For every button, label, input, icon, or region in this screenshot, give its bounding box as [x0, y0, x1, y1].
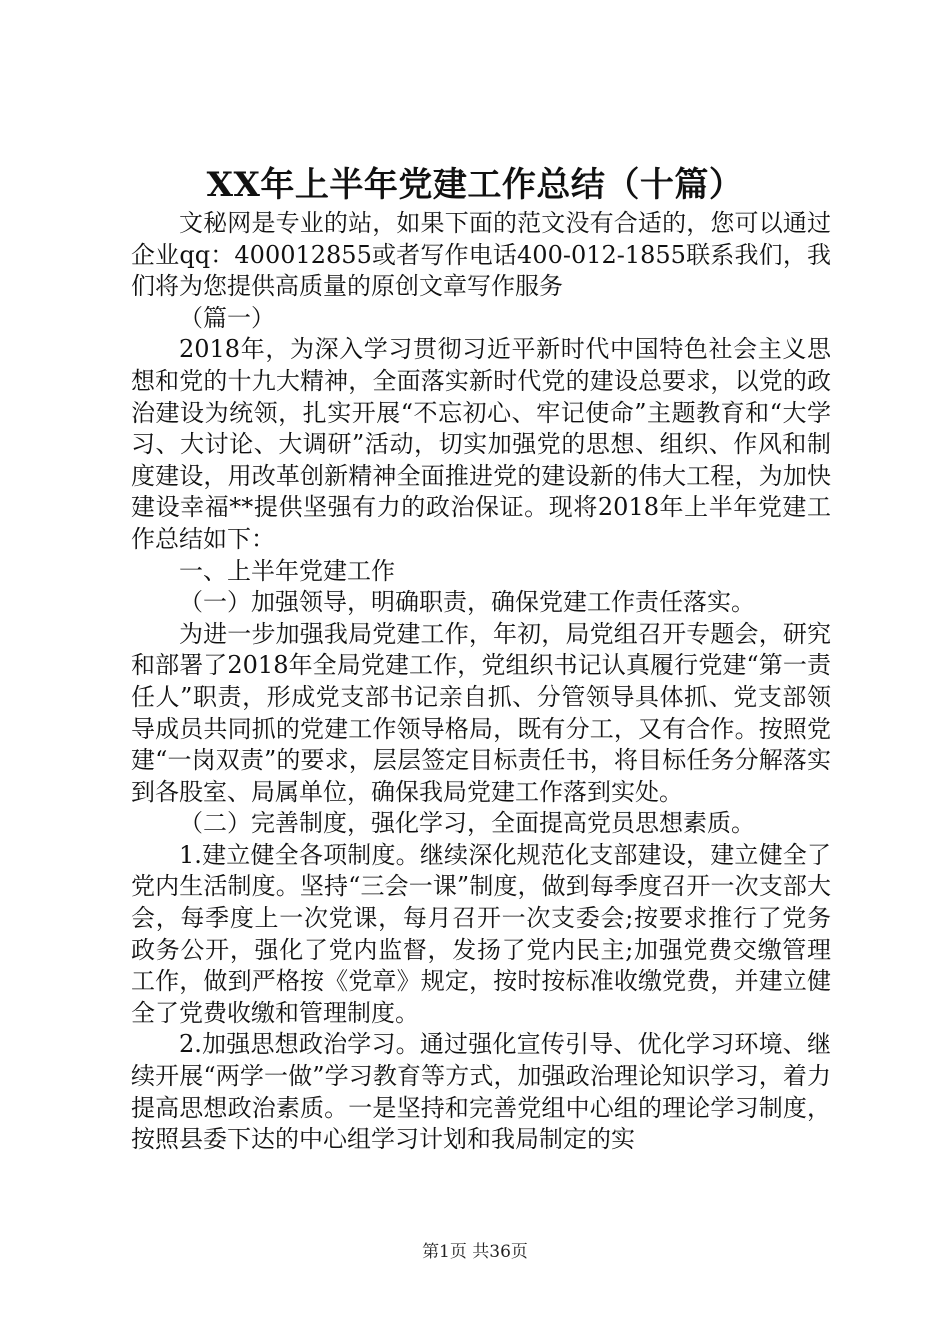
- body-paragraph: 2.加强思想政治学习。通过强化宣传引导、优化学习环境、继续开展“两学一做”学习教育等方式，加强政治理论知识学习，着力提高思想政治素质。一是坚持和完善党组中心组的理论学习制度，按照县委下达的中心组学习计划和我局制定的实: [131, 1030, 831, 1154]
- document-title: XX年上半年党建工作总结（十篇）: [206, 165, 744, 205]
- subsection-heading: （一）加强领导，明确职责，确保党建工作责任落实。: [179, 588, 755, 617]
- body-paragraph: 1.建立健全各项制度。继续深化规范化支部建设，建立健全了党内生活制度。坚持“三会一课”制度，做到每季度召开一次支部大会，每季度上一次党课，每月召开一次支委会;按要求推行了党务政务公开，强化了党内监督，发扬了党内民主;加强党费交缴管理工作，做到严格按《党章》规定，按时按标准收缴党费，并建立健全了党费收缴和管理制度。: [131, 840, 831, 1027]
- intro-paragraph: 文秘网是专业的站，如果下面的范文没有合适的，您可以通过企业qq：400012855或者写作电话400-012-1855联系我们，我们将为您提供高质量的原创文章写作服务: [131, 209, 831, 301]
- body-paragraph: 为进一步加强我局党建工作，年初，局党组召开专题会，研究和部署了2018年全局党建工作，党组织书记认真履行党建“第一责任人”职责，形成党支部书记亲自抓、分管领导具体抓、党支部领导成员共同抓的党建工作领导格局，既有分工，又有合作。按照党建“一岗双责”的要求，层层签定目标责任书，将目标任务分解落实到各股室、局属单位，确保我局党建工作落到实处。: [131, 619, 831, 806]
- document-body: [131, 208, 831, 1156]
- page-number-footer: 第1页 共36页: [422, 1242, 528, 1262]
- section-heading: 一、上半年党建工作: [179, 556, 395, 585]
- body-paragraph: 2018年，为深入学习贯彻习近平新时代中国特色社会主义思想和党的十九大精神，全面落实新时代党的建设总要求，以党的政治建设为统领，扎实开展“不忘初心、牢记使命”主题教育和“大学习、大讨论、大调研”活动，切实加强党的思想、组织、作风和制度建设，用改革创新精神全面推进党的建设新的伟大工程，为加快建设幸福**提供坚强有力的政治保证。现将2018年上半年党建工作总结如下：: [131, 335, 831, 553]
- subsection-heading: （二）完善制度，强化学习，全面提高党员思想素质。: [179, 809, 755, 838]
- section-label: （篇一）: [179, 303, 275, 332]
